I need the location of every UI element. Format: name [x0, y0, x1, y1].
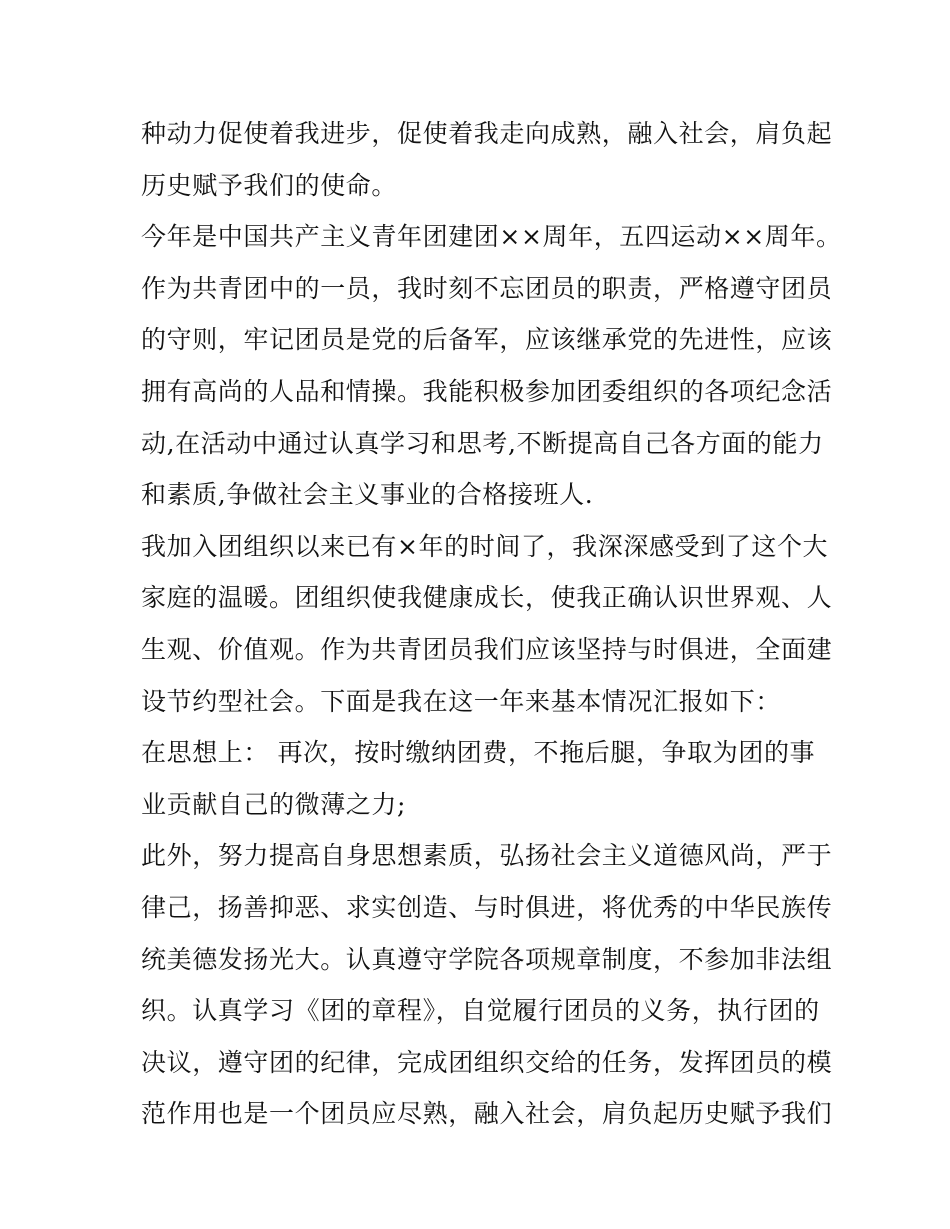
text-line: 种动力促使着我进步，促使着我走向成熟，融入社会，肩负起 [141, 119, 833, 148]
document-body [141, 108, 842, 1140]
text-line: 动,在活动中通过认真学习和思考,不断提高自己各方面的能力 [141, 428, 824, 458]
text-line: 生观、价值观。作为共青团员我们应该坚持与时俱进，全面建 [141, 634, 833, 664]
text-line: 决议，遵守团的纪律，完成团组织交给的任务，发挥团员的模 [141, 1047, 833, 1077]
text-line: 统美德发扬光大。认真遵守学院各项规章制度，不参加非法组 [141, 944, 833, 974]
text-line: 织。认真学习《团的章程》，自觉履行团员的义务，执行团的 [141, 996, 820, 1026]
text-line: 此外，努力提高自身思想素质，弘扬社会主义道德风尚，严于 [141, 841, 833, 871]
text-line: 在思想上： 再次，按时缴纳团费，不拖后腿，争取为团的事 [141, 738, 816, 768]
text-line: 作为共青团中的一员，我时刻不忘团员的职责，严格遵守团员 [141, 273, 833, 303]
text-line: 律己，扬善抑恶、求实创造、与时俱进，将优秀的中华民族传 [141, 892, 833, 922]
text-line: 设节约型社会。下面是我在这一年来基本情况汇报如下： [141, 686, 782, 716]
text-line: 范作用也是一个团员应尽熟，融入社会，肩负起历史赋予我们 [141, 1099, 833, 1129]
text-line: 业贡献自己的微薄之力; [141, 789, 407, 819]
text-line: 家庭的温暖。团组织使我健康成长，使我正确认识世界观、人 [141, 583, 833, 613]
text-line: 的守则，牢记团员是党的后备军，应该继承党的先进性，应该 [141, 325, 833, 355]
text-line: 拥有高尚的人品和情操。我能积极参加团委组织的各项纪念活 [141, 376, 833, 406]
text-line: 今年是中国共产主义青年团建团××周年，五四运动××周年。 [141, 222, 842, 252]
text-line: 我加入团组织以来已有×年的时间了，我深深感受到了这个大 [141, 531, 829, 561]
text-line: 和素质,争做社会主义事业的合格接班人. [141, 480, 594, 510]
text-line: 历史赋予我们的使命。 [141, 170, 398, 200]
